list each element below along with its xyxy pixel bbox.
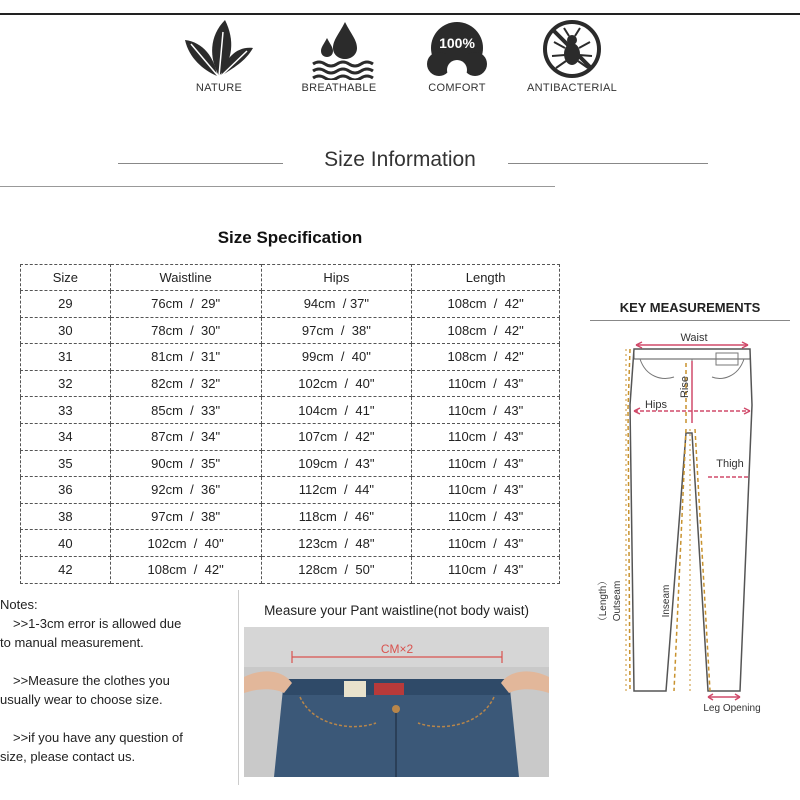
notes-line: usually wear to choose size.	[0, 692, 163, 707]
cell-waistline: 81cm / 31"	[110, 344, 261, 371]
feature-nature	[164, 18, 274, 94]
cell-size: 30	[21, 317, 111, 344]
label-leg-opening: Leg Opening	[703, 703, 761, 714]
top-rule	[0, 13, 800, 15]
cell-length: 108cm / 42"	[412, 291, 560, 318]
table-header-row	[21, 265, 560, 291]
label-hips: Hips	[644, 399, 668, 411]
cell-hips: 99cm / 40"	[261, 344, 412, 371]
feature-label: COMFORT	[428, 82, 486, 94]
table-row	[21, 477, 560, 504]
cell-hips: 112cm / 44"	[261, 477, 412, 504]
cell-hips: 109cm / 43"	[261, 450, 412, 477]
header-length: Length	[412, 265, 560, 291]
cell-hips: 107cm / 42"	[261, 423, 412, 450]
cell-hips: 118cm / 46"	[261, 503, 412, 530]
measure-photo	[244, 627, 549, 777]
label-outseam: Outseam	[612, 580, 623, 622]
notes-line: >>1-3cm error is allowed due	[0, 616, 182, 631]
table-row	[21, 317, 560, 344]
table-row	[21, 450, 560, 477]
divider	[0, 186, 555, 187]
notes-line: size, please contact us.	[0, 749, 136, 764]
header-waistline: Waistline	[110, 265, 261, 291]
table-row	[21, 530, 560, 557]
cell-waistline: 102cm / 40"	[110, 530, 261, 557]
cell-waistline: 82cm / 32"	[110, 370, 261, 397]
notes-line	[0, 652, 225, 671]
cell-length: 110cm / 43"	[412, 370, 560, 397]
feature-comfort	[402, 18, 512, 94]
cell-size: 40	[21, 530, 111, 557]
feature-breathable	[284, 18, 394, 94]
cell-waistline: 87cm / 34"	[110, 423, 261, 450]
label-rise: Rise	[679, 375, 691, 399]
cell-waistline: 90cm / 35"	[110, 450, 261, 477]
cell-size: 29	[21, 291, 111, 318]
table-row	[21, 291, 560, 318]
notes-line: >>Measure the clothes you	[0, 673, 170, 688]
cell-length: 110cm / 43"	[412, 423, 560, 450]
label-waist: Waist	[680, 332, 708, 344]
water-drops-icon	[299, 18, 379, 80]
jeans-photo	[244, 627, 549, 777]
feature-label: BREATHABLE	[301, 82, 377, 94]
pants-diagram	[590, 325, 800, 720]
cell-hips: 123cm / 48"	[261, 530, 412, 557]
cell-size: 32	[21, 370, 111, 397]
cell-waistline: 97cm / 38"	[110, 503, 261, 530]
size-specification-title: Size Specification	[217, 228, 363, 247]
notes-line	[0, 709, 225, 728]
cell-length: 110cm / 43"	[412, 530, 560, 557]
cell-size: 38	[21, 503, 111, 530]
table-row	[21, 503, 560, 530]
cell-waistline: 92cm / 36"	[110, 477, 261, 504]
cell-waistline: 85cm / 33"	[110, 397, 261, 424]
cm-label: CM×2	[380, 642, 414, 656]
notes-line: to manual measurement.	[0, 635, 144, 650]
size-information-title: Size Information	[324, 148, 476, 171]
table-row	[21, 344, 560, 371]
cell-size: 35	[21, 450, 111, 477]
header-size: Size	[21, 265, 111, 291]
cell-size: 31	[21, 344, 111, 371]
cell-size: 42	[21, 556, 111, 583]
cell-hips: 94cm / 37"	[261, 291, 412, 318]
notes	[0, 595, 225, 766]
notes-heading: Notes:	[0, 597, 38, 612]
cell-length: 110cm / 43"	[412, 477, 560, 504]
cell-length: 110cm / 43"	[412, 556, 560, 583]
key-measurements-title: KEY MEASUREMENTS	[619, 300, 761, 315]
table-row	[21, 397, 560, 424]
cell-hips: 97cm / 38"	[261, 317, 412, 344]
cell-length: 108cm / 42"	[412, 317, 560, 344]
cotton-badge-icon	[417, 18, 497, 80]
cell-length: 110cm / 43"	[412, 503, 560, 530]
cell-length: 110cm / 43"	[412, 450, 560, 477]
leaves-icon	[179, 18, 259, 80]
cell-length: 108cm / 42"	[412, 344, 560, 371]
cell-size: 34	[21, 423, 111, 450]
feature-label: NATURE	[195, 82, 243, 94]
cell-waistline: 78cm / 30"	[110, 317, 261, 344]
label-inseam: Inseam	[661, 584, 672, 618]
size-table	[20, 264, 560, 584]
table-row	[21, 556, 560, 583]
cell-waistline: 76cm / 29"	[110, 291, 261, 318]
measure-title: Measure your Pant waistline(not body waist)	[264, 603, 529, 618]
feature-antibacterial	[517, 18, 627, 94]
table-row	[21, 370, 560, 397]
cell-size: 36	[21, 477, 111, 504]
cell-size: 33	[21, 397, 111, 424]
cell-hips: 128cm / 50"	[261, 556, 412, 583]
cell-waistline: 108cm / 42"	[110, 556, 261, 583]
header-hips: Hips	[261, 265, 412, 291]
cell-hips: 102cm / 40"	[261, 370, 412, 397]
notes-line: >>if you have any question of	[0, 730, 183, 745]
label-thigh: Thigh	[716, 458, 744, 470]
cell-hips: 104cm / 41"	[261, 397, 412, 424]
table-row	[21, 423, 560, 450]
cell-length: 110cm / 43"	[412, 397, 560, 424]
feature-label: ANTIBACTERIAL	[526, 82, 618, 94]
no-bug-icon	[532, 18, 612, 80]
divider	[590, 320, 790, 321]
divider	[508, 163, 708, 164]
badge-text: 100%	[439, 35, 475, 51]
label-length: （Length）	[598, 575, 609, 627]
